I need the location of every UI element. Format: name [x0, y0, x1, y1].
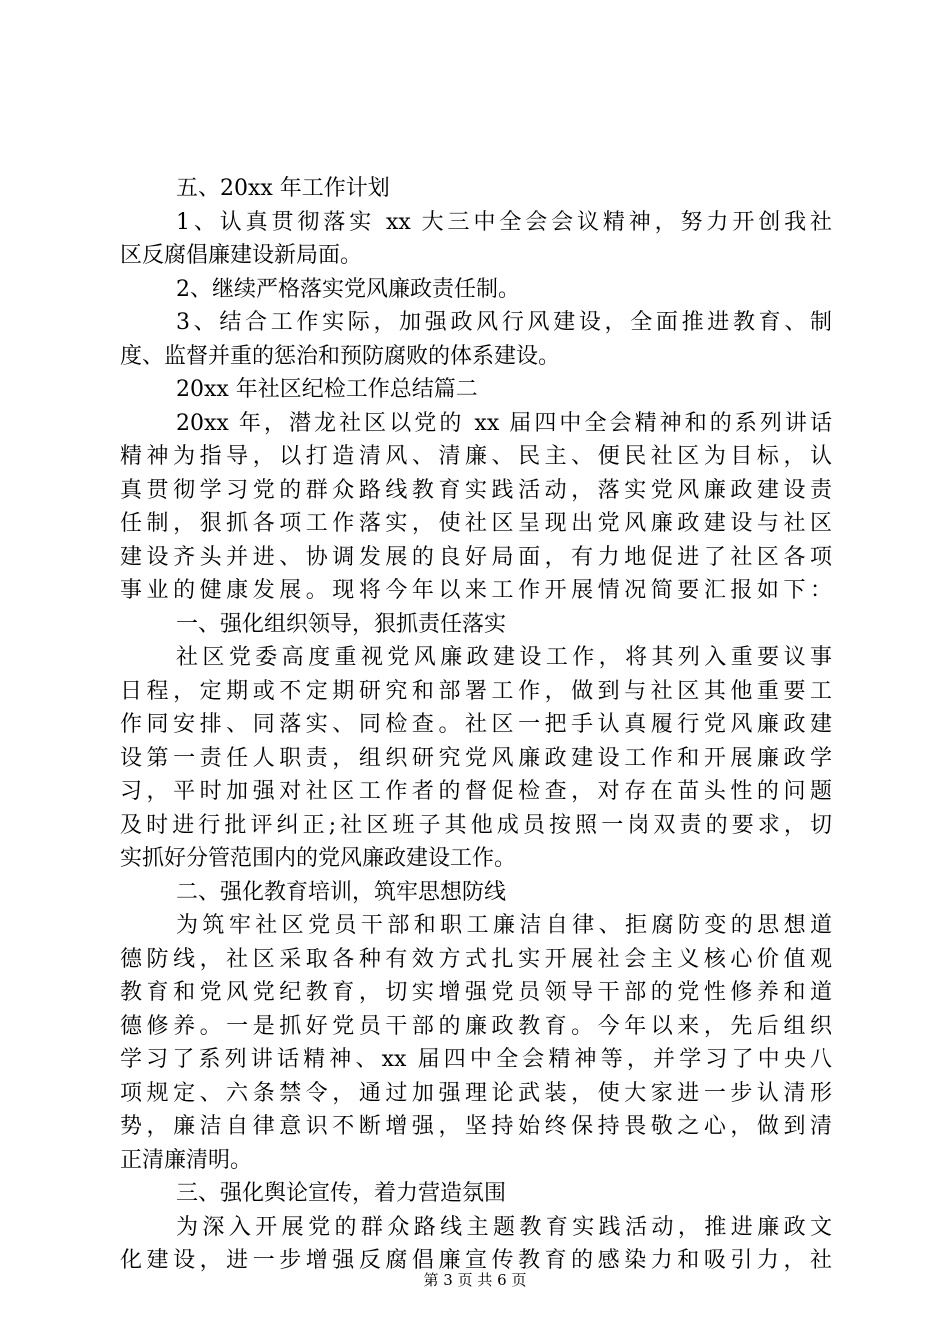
text-line: 正清廉清明。: [120, 1147, 253, 1173]
text-line: 二、强化教育培训，筑牢思想防线: [176, 879, 507, 905]
text-line: 为深入开展党的群众路线主题教育实践活动，推进廉政文: [176, 1214, 832, 1240]
text-line: 真贯彻学习党的群众路线教育实践活动，落实党风廉政建设责: [120, 477, 832, 503]
document-body: [120, 172, 832, 1278]
text-line: 任制，狠抓各项工作落实，使社区呈现出党风廉政建设与社区: [120, 511, 832, 536]
text-line: 区反腐倡廉建设新局面。: [120, 243, 363, 268]
text-line: 精神为指导，以打造清风、清廉、民主、便民社区为目标，认: [120, 444, 832, 469]
text-line: 20xx 年社区纪检工作总结篇二: [176, 377, 478, 402]
text-line: 1、认真贯彻落实 xx 大三中全会会议精神，努力开创我社: [176, 209, 832, 235]
text-line: 化建设，进一步增强反腐倡廉宣传教育的感染力和吸引力，社: [120, 1248, 832, 1273]
text-line: 及时进行批评纠正;社区班子其他成员按照一岗双责的要求，切: [120, 812, 832, 838]
text-line: 学习了系列讲话精神、xx 届四中全会精神等，并学习了中央八: [120, 1047, 832, 1072]
text-line: 社区党委高度重视党风廉政建设工作，将其列入重要议事: [176, 645, 832, 670]
text-line: 作同安排、同落实、同检查。社区一把手认真履行党风廉政建: [120, 712, 832, 737]
text-line: 习，平时加强对社区工作者的督促检查，对存在苗头性的问题: [120, 779, 832, 804]
text-line: 一、强化组织领导，狠抓责任落实: [176, 611, 507, 637]
text-line: 设第一责任人职责，组织研究党风廉政建设工作和开展廉政学: [120, 745, 832, 771]
text-line: 为筑牢社区党员干部和职工廉洁自律、拒腐防变的思想道: [176, 913, 832, 938]
text-line: 势，廉洁自律意识不断增强，坚持始终保持畏敬之心，做到清: [120, 1114, 832, 1139]
text-line: 三、强化舆论宣传，着力营造氛围: [176, 1181, 507, 1206]
text-line: 德防线，社区采取各种有效方式扎实开展社会主义核心价值观: [120, 946, 832, 972]
text-line: 20xx 年，潜龙社区以党的 xx 届四中全会精神和的系列讲话: [176, 410, 832, 436]
text-line: 五、20xx 年工作计划: [176, 176, 390, 201]
text-line: 事业的健康发展。现将今年以来工作开展情况简要汇报如下：: [120, 578, 832, 603]
text-line: 德修养。一是抓好党员干部的廉政教育。今年以来，先后组织: [120, 1013, 832, 1039]
text-line: 3、结合工作实际，加强政风行风建设，全面推进教育、制: [176, 310, 832, 335]
text-line: 项规定、六条禁令，通过加强理论武装，使大家进一步认清形: [120, 1080, 832, 1106]
page-footer: 第 3 页 共 6 页: [423, 1271, 527, 1289]
text-line: 实抓好分管范围内的党风廉政建设工作。: [120, 846, 517, 871]
text-line: 日程，定期或不定期研究和部署工作，做到与社区其他重要工: [120, 678, 832, 704]
text-line: 度、监督并重的惩治和预防腐败的体系建设。: [120, 343, 561, 369]
text-line: 建设齐头并进、协调发展的良好局面，有力地促进了社区各项: [120, 544, 832, 570]
text-line: 教育和党风党纪教育，切实增强党员领导干部的党性修养和道: [120, 980, 832, 1005]
text-line: 2、继续严格落实党风廉政责任制。: [176, 276, 520, 302]
